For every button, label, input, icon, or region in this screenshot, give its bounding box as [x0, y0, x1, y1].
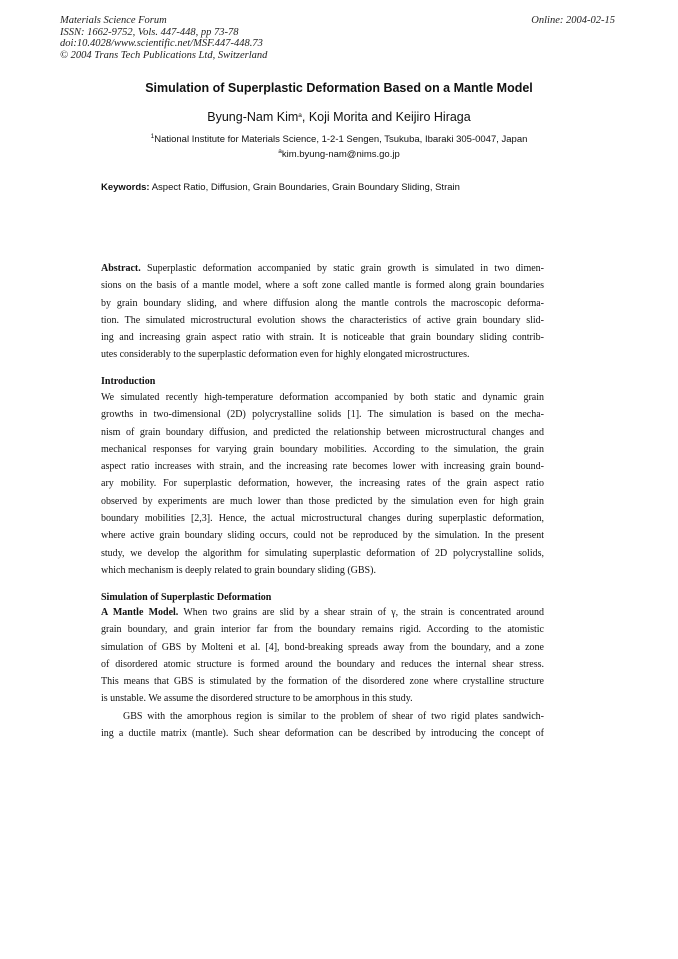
simulation-line: grain boundary, and grain interior far from the boundary remains rigid. According to the atomistic: [101, 624, 544, 636]
email: [0, 149, 678, 160]
simulation-line: This means that GBS is stimulated by the formation of the disordered zone where crystalline structure: [101, 676, 544, 688]
intro-line: study, we develop the algorithm for simulating superplastic deformation of 2D polycrystalline solids,: [101, 547, 544, 559]
intro-line: aspect ratio increases with strain, and the increasing rate becomes lower with increasing grain bound-: [101, 461, 544, 473]
intro-line: ary mobility. For superplastic deformation, however, the increasing rates of the grain aspect ratio: [101, 478, 544, 490]
first-author: Byung-Nam Kim: [207, 110, 299, 124]
keywords: [101, 182, 460, 193]
copyright-line: © 2004 Trans Tech Publications Ltd, Switzerland: [60, 49, 268, 61]
intro-line: growths in two-dimensional (2D) polycrystalline solids [1]. The simulation is based on the mecha-: [101, 409, 544, 421]
doi-line[interactable]: doi:10.4028/www.scientific.net/MSF.447-448.73: [60, 38, 263, 49]
author-superscript: a: [298, 112, 302, 119]
abstract-line: sions on the basis of a mantle model, where a soft zone called mantle is formed along grain boundaries: [101, 280, 544, 292]
simulation-line: is unstable. We assume the disordered structure to be amorphous in this study.: [101, 693, 413, 705]
affiliation: [0, 134, 678, 145]
introduction-heading: Introduction: [101, 376, 156, 387]
abstract: [101, 260, 544, 364]
issn-line: ISSN: 1662-9752, Vols. 447-448, pp 73-78: [60, 26, 239, 38]
journal-header: [60, 15, 267, 61]
journal-name: Materials Science Forum: [60, 15, 167, 26]
simulation-line: ing a ductile matrix (mantle). Such shear deformation can be described by introducing the concept of: [101, 728, 544, 740]
intro-line: We simulated recently high-temperature deformation accompanied by both static and dynamic grain: [101, 392, 544, 403]
mantle-model-subheading: A Mantle Model.: [101, 607, 179, 618]
abstract-label: Abstract.: [101, 263, 141, 274]
simulation-line: GBS with the amorphous region is similar to the problem of shear of two rigid plates sandwich-: [123, 710, 544, 722]
simulation-line: simulation of GBS by Molteni et al. [4], bond-breaking spreads away from the boundary, and a zone: [101, 641, 544, 653]
intro-line: boundary mobilities [2,3]. Hence, the actual microstructural changes during superplastic deformation,: [101, 513, 544, 525]
intro-line: mechanical responses for varying grain boundary mobilities. According to the simulation, the grain: [101, 443, 544, 455]
intro-line: nism of grain boundary diffusion, and predicted the relationship between microstructural changes and: [101, 426, 544, 438]
intro-line: which mechanism is deeply related to grain boundary sliding (GBS).: [101, 564, 376, 576]
abstract-line: utes considerably to the superplastic deformation even for highly elongated microstructures.: [101, 349, 470, 361]
abstract-line-text: Superplastic deformation accompanied by static grain growth is simulated in two dimen-: [147, 263, 545, 274]
online-date: Online: 2004-02-15: [531, 15, 615, 26]
other-authors: , Koji Morita and Keijiro Hiraga: [301, 110, 471, 124]
simulation-heading: Simulation of Superplastic Deformation: [101, 592, 272, 603]
email-address[interactable]: kim.byung-nam@nims.go.jp: [281, 149, 400, 160]
intro-line: observed by experiments are much lower than those predicted by the simulation even for high grain: [101, 495, 544, 507]
affiliation-superscript: 1: [150, 133, 155, 140]
paper-title: Simulation of Superplastic Deformation Based on a Mantle Model: [145, 81, 533, 95]
abstract-line: ing and increasing grain aspect ratio with strain. It is noticeable that grain boundary sliding contrib-: [101, 332, 544, 344]
abstract-line: [101, 260, 544, 277]
simulation-line-text: When two grains are slid by a shear strain of γ, the strain is concentrated around: [183, 607, 545, 618]
author-list: [0, 110, 678, 124]
abstract-line: tion. The simulated microstructural evolution shows the characteristics of active grain boundary slid-: [101, 314, 544, 326]
email-superscript: a: [278, 148, 282, 155]
simulation-body: [101, 604, 544, 742]
keywords-text: Aspect Ratio, Diffusion, Grain Boundaries, Grain Boundary Sliding, Strain: [151, 182, 460, 193]
simulation-line: [101, 604, 544, 621]
introduction-body: [101, 389, 544, 579]
simulation-line: of disordered atomic structure is formed around the boundary and reduces the internal shear stress.: [101, 658, 544, 670]
intro-line: where active grain boundary sliding occurs, could not be reproduced by the simulation. In the present: [101, 530, 544, 542]
keywords-label: Keywords:: [101, 182, 150, 193]
affiliation-text: National Institute for Materials Science, 1-2-1 Sengen, Tsukuba, Ibaraki 305-0047, Japan: [154, 134, 528, 145]
abstract-line: by grain boundary sliding, and where diffusion along the mantle controls the macroscopic deforma-: [101, 297, 544, 309]
